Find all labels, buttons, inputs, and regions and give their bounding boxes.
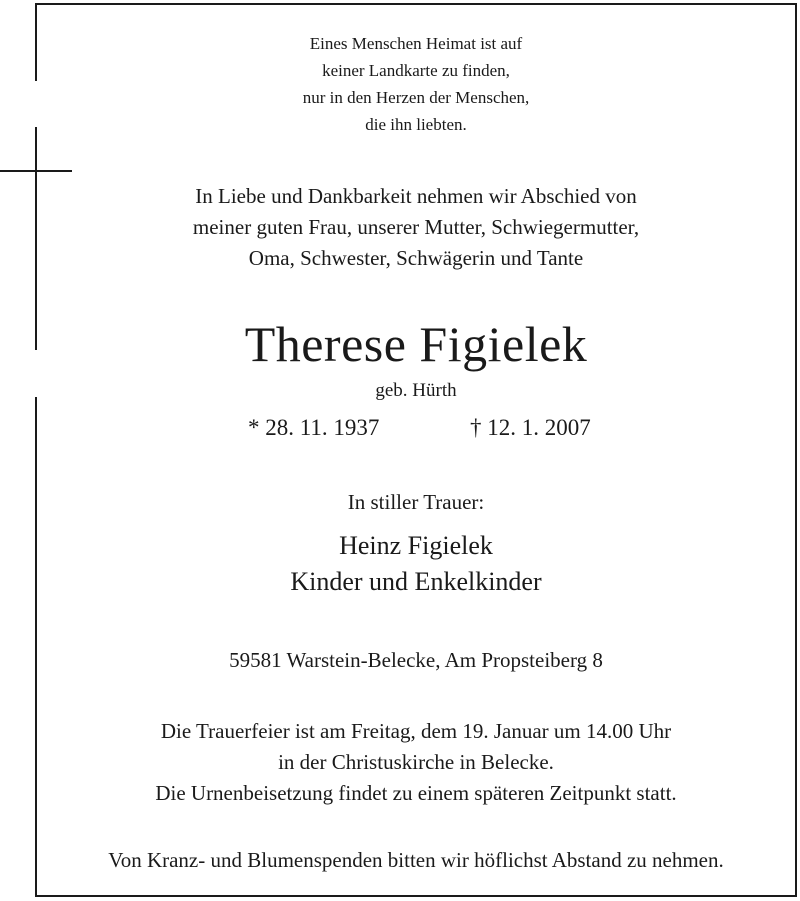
motto-line: Eines Menschen Heimat ist auf <box>309 34 523 53</box>
mourners-list <box>36 528 796 600</box>
border-top <box>35 3 797 5</box>
mourner-name: Kinder und Enkelkinder <box>290 567 542 596</box>
ceremony-line: Die Urnenbeisetzung findet zu einem späteren Zeitpunkt statt. <box>155 781 677 805</box>
cross-icon-crossbar <box>0 170 72 172</box>
family-address: 59581 Warstein-Belecke, Am Propsteiberg 8 <box>229 648 603 672</box>
motto-line: keiner Landkarte zu finden, <box>322 61 510 80</box>
ceremony-info <box>36 716 796 809</box>
intro-line: meiner guten Frau, unserer Mutter, Schwiegermutter, <box>192 215 640 239</box>
death-date: † 12. 1. 2007 <box>470 415 591 440</box>
flower-request: Von Kranz- und Blumenspenden bitten wir höflichst Abstand zu nehmen. <box>108 848 724 872</box>
mourning-label: In stiller Trauer: <box>347 490 485 514</box>
birth-date: * 28. 11. 1937 <box>248 415 380 440</box>
farewell-intro <box>36 181 796 274</box>
motto-line: die ihn liebten. <box>365 115 467 134</box>
mourner-name: Heinz Figielek <box>339 531 493 560</box>
motto-line: nur in den Herzen der Menschen, <box>302 88 530 107</box>
border-bottom <box>35 895 797 897</box>
maiden-name: geb. Hürth <box>375 380 457 401</box>
deceased-name: Therese Figielek <box>244 316 588 372</box>
intro-line: Oma, Schwester, Schwägerin und Tante <box>248 246 584 270</box>
motto-verse <box>36 30 796 138</box>
ceremony-line: in der Christuskirche in Belecke. <box>278 750 554 774</box>
intro-line: In Liebe und Dankbarkeit nehmen wir Abschied von <box>195 184 637 208</box>
ceremony-line: Die Trauerfeier ist am Freitag, dem 19. Januar um 14.00 Uhr <box>160 719 672 743</box>
